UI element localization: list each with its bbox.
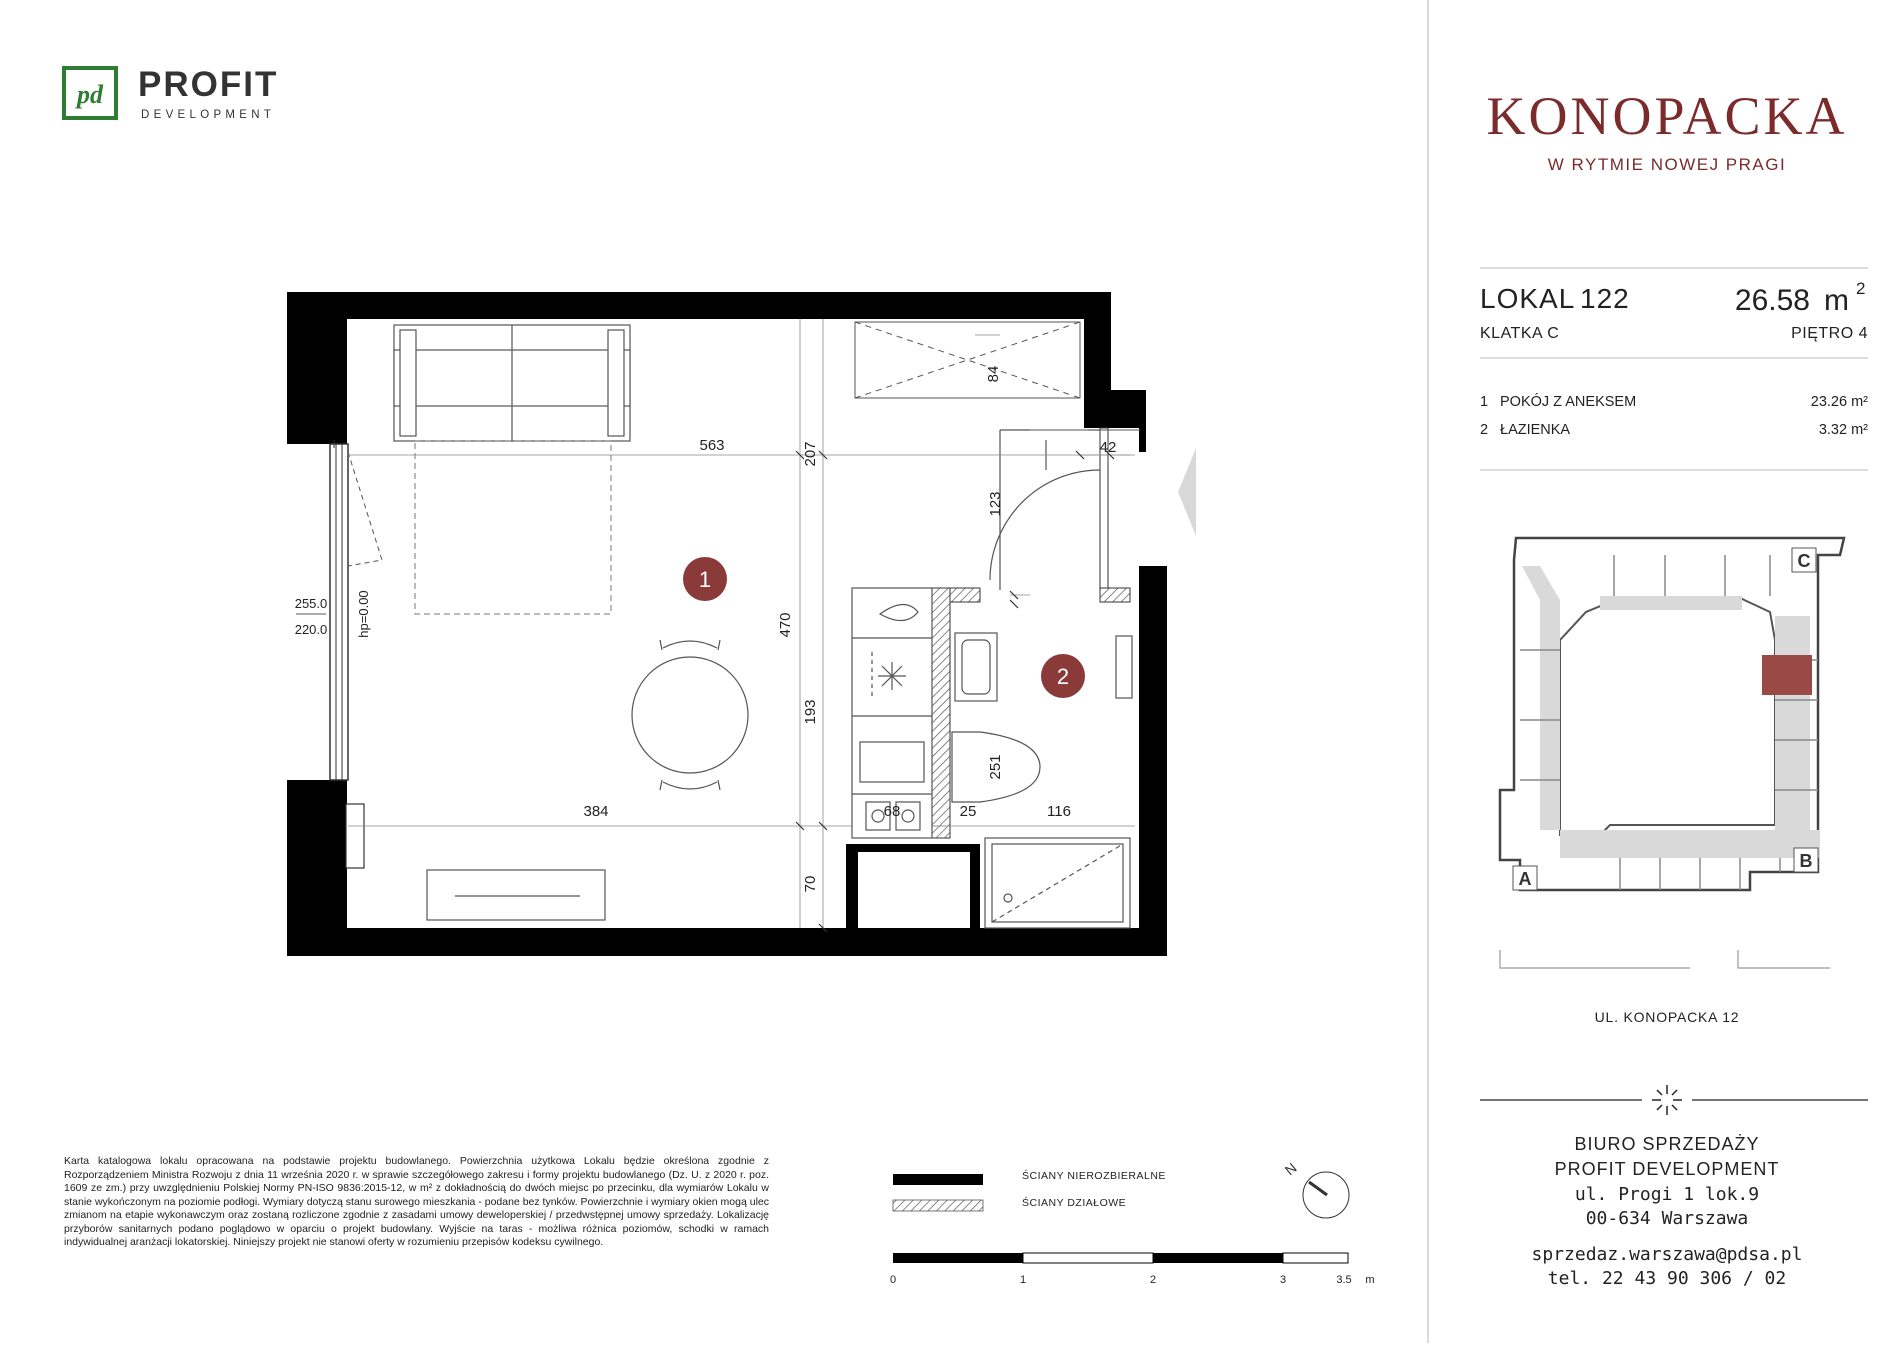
logo-mark: pd (77, 80, 103, 109)
room-1-name: POKÓJ Z ANEKSEM (1500, 394, 1637, 410)
north-label: N (1281, 1159, 1300, 1179)
dim-255: 255.0 (294, 596, 328, 611)
dim-70: 70 (802, 875, 819, 893)
unit-staircase: KLATKA C (1480, 325, 1560, 342)
dim-25: 25 (959, 803, 977, 820)
office-address1: ul. Progi 1 lok.9 (1574, 1184, 1760, 1205)
unit-number: 122 (1580, 283, 1630, 314)
unit-floor: PIĘTRO 4 (1791, 325, 1868, 342)
site-corridor-north (1600, 596, 1742, 610)
dim-563: 563 (699, 437, 725, 454)
office-email[interactable]: sprzedaz.warszawa@pdsa.pl (1531, 1244, 1803, 1265)
room-2-area: 3.32 m² (1818, 422, 1868, 438)
legend-structural-label: ŚCIANY NIEROZBIERALNE (1022, 1170, 1166, 1182)
office-title: BIURO SPRZEDAŻY (1574, 1134, 1760, 1154)
shaft-void (858, 852, 970, 928)
dim-470: 470 (777, 612, 794, 638)
dim-251: 251 (987, 754, 1004, 780)
room-1-marker-label: 1 (698, 567, 712, 592)
cooktop-icon (878, 662, 906, 690)
dim-123: 123 (987, 491, 1004, 517)
scale-labels (890, 1274, 1375, 1286)
street-label: UL. KONOPACKA 12 (1594, 1009, 1740, 1025)
sparkle-icon (1652, 1085, 1682, 1115)
scale-label-3: 3 (1279, 1274, 1287, 1286)
scale-bar (890, 1253, 1375, 1286)
dim-42: 42 (1099, 439, 1117, 456)
tv-stand (427, 870, 605, 920)
dim-193: 193 (802, 699, 819, 725)
site-street-edge-left (1500, 950, 1690, 968)
scale-label-2: 2 (1149, 1274, 1157, 1286)
office-company: PROFIT DEVELOPMENT (1554, 1159, 1780, 1179)
dim-220: 220.0 (294, 622, 328, 637)
stair-b-label: B (1799, 851, 1813, 871)
dim-384: 384 (583, 803, 609, 820)
legend (893, 1169, 1166, 1211)
profit-logo (62, 65, 278, 121)
wardrobe (855, 322, 1080, 398)
scale-label-35: 3.5 (1336, 1274, 1352, 1286)
dim-207: 207 (802, 441, 819, 467)
rug (415, 441, 611, 614)
kitchenette (852, 588, 932, 838)
entry-door (990, 430, 1100, 590)
room-2-no: 2 (1480, 422, 1489, 438)
project-tagline: W RYTMIE NOWEJ PRAGI (1547, 155, 1787, 174)
dimension-labels (295, 366, 1117, 893)
legend-partition-label: ŚCIANY DZIAŁOWE (1022, 1197, 1127, 1209)
stair-c-label: C (1797, 551, 1811, 571)
stair-a-label: A (1518, 869, 1532, 889)
radiator (1116, 636, 1132, 698)
room-1-no: 1 (1480, 394, 1489, 410)
floor-plan (287, 292, 1196, 956)
legend-structural-swatch (893, 1174, 983, 1185)
site-plan (1500, 538, 1844, 968)
room-1-area: 23.26 m² (1810, 394, 1868, 410)
dining-table (632, 640, 748, 790)
room-2-marker-label: 2 (1056, 664, 1070, 689)
room-list (1480, 393, 1868, 438)
brand-sub: DEVELOPMENT (141, 109, 276, 121)
unit-label: LOKAL (1480, 283, 1576, 314)
office-address2: 00-634 Warszawa (1585, 1208, 1749, 1229)
site-corridor-south (1560, 830, 1820, 858)
dim-116: 116 (1047, 803, 1071, 820)
unit-area-unit: m (1824, 284, 1849, 317)
site-street-edge-right (1738, 950, 1830, 968)
scale-label-1: 1 (1019, 1274, 1027, 1286)
scale-unit: m (1365, 1274, 1375, 1286)
entrance-arrow-icon (1178, 448, 1196, 536)
brand-name: PROFIT (138, 65, 279, 104)
washbasin-bowl (962, 640, 990, 694)
dim-68: 68 (883, 803, 901, 820)
site-courtyard (1560, 598, 1775, 835)
project-title: KONOPACKA (1486, 86, 1848, 146)
room-2-name: ŁAZIENKA (1500, 422, 1571, 438)
dim-84: 84 (985, 365, 1002, 383)
site-corridor-east (1775, 616, 1810, 830)
floor-level: hp=0.00 (356, 590, 371, 638)
office-phone[interactable]: tel. 22 43 90 306 / 02 (1547, 1268, 1787, 1289)
site-unit-highlight (1762, 655, 1812, 695)
unit-area: 26.58 (1734, 284, 1810, 317)
unit-area-sup: 2 (1856, 279, 1866, 298)
sofa (394, 325, 630, 441)
legal-disclaimer: Karta katalogowa lokalu opracowana na podstawie projektu budowlanego. Powierzchnia użytkowa Lokalu będzie określona zgodnie z Rozporządzeniem Ministra Rozwoju z dnia 11 września 2020 r. w sprawie szczegółowego zakresu i formy projektu budowlanego (Dz. U. z 2020 r. poz. 1609 ze zm.) przy uwzględnieniu Polskiej Normy PN-ISO 9836:2015-12, w m² z dokładnością do dwóch miejsc po przecinku, dla wymiarów Lokalu w stanie wykończonym na poziomie podłogi. Wymiary dotyczą stanu surowego mieszkania - podane bez tynków. Powierzchnie i wymiary okien mogą ulec zmianom na etapie wykonawczym oraz zostaną rozliczone zgodnie z zasadami umowy deweloperskiej / przedwstępnej umowy sprzedaży. Lokalizację przyborów sanitarnych podano poglądowo w oparciu o projekt budowlany. Wyjście na taras - możliwa różnica poziomów, schodki w ramach indywidualnej aranżacji lokatorskiej. Niniejszy projekt nie stanowi oferty w rozumieniu przepisów kodeksu cywilnego. (64, 1155, 769, 1248)
legend-partition-swatch (893, 1200, 983, 1211)
scale-label-0: 0 (889, 1274, 897, 1286)
north-arrow-icon (1282, 1160, 1349, 1218)
balcony-door (346, 804, 364, 868)
